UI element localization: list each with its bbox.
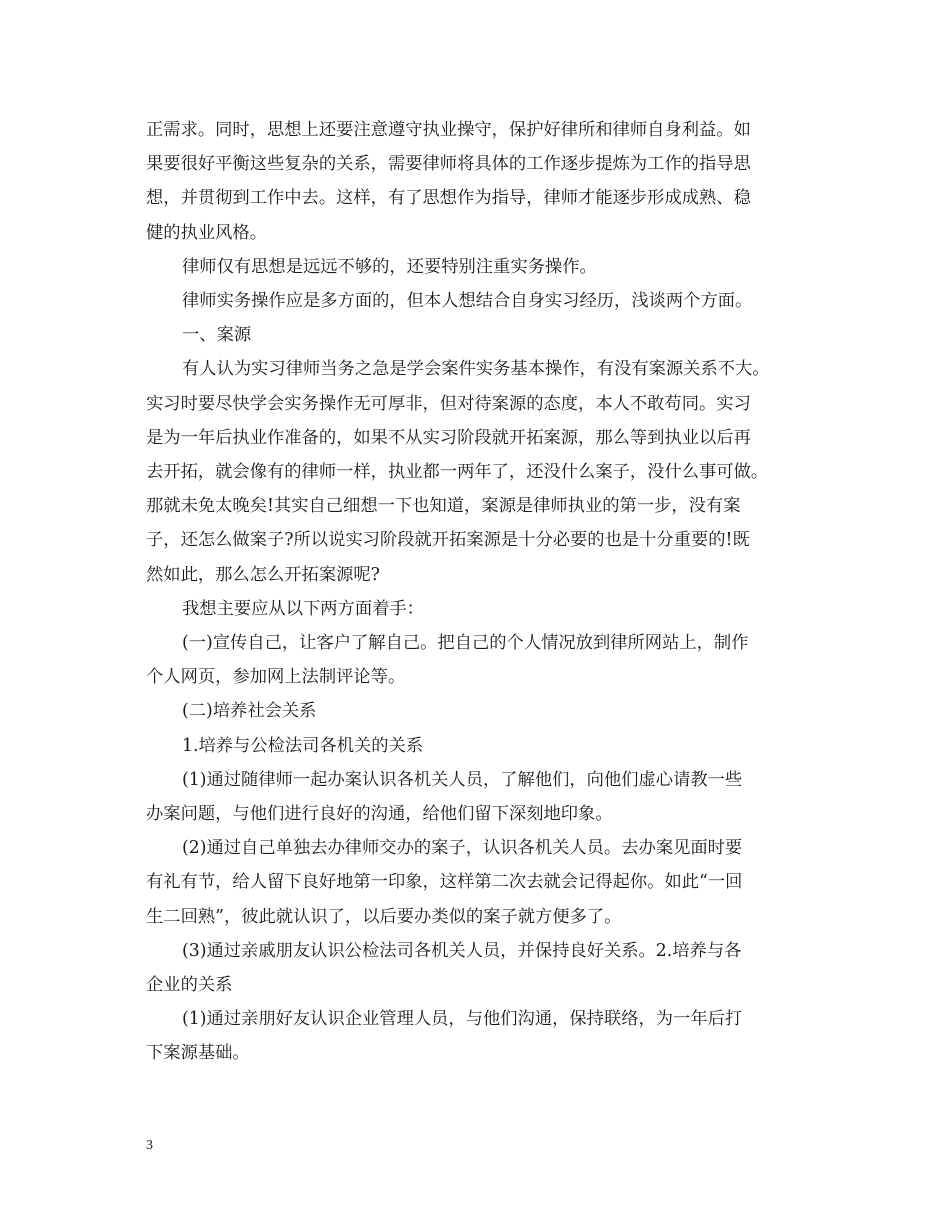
text-line: (3)通过亲戚朋友认识公检法司各机关人员，并保持良好关系。2.培养与各 <box>182 940 742 961</box>
text-line: 一、案源 <box>182 325 252 346</box>
text-line: 正需求。同时，思想上还要注意遵守执业操守，保护好律所和律师自身利益。如 <box>146 120 751 140</box>
paragraph <box>146 592 816 626</box>
text-line: (二)培养社会关系 <box>182 701 317 722</box>
paragraph <box>146 729 816 763</box>
text-line: 去开拓，就会像有的律师一样，执业都一两年了，还没什么案子，没什么事可做。 <box>146 462 769 483</box>
text-line: 实习时要尽快学会实务操作无可厚非，但对待案源的态度，本人不敢苟同。实习 <box>146 393 751 414</box>
text-line: 办案问题，与他们进行良好的沟通，给他们留下深刻地印象。 <box>146 804 613 825</box>
text-line: 想，并贯彻到工作中去。这样，有了思想作为指导，律师才能逐步形成成熟、稳 <box>146 188 751 209</box>
text-line: 律师实务操作应是多方面的，但本人想结合自身实习经历，浅谈两个方面。 <box>182 291 753 312</box>
page-number: 3 <box>146 1138 153 1153</box>
text-line: 1.培养与公检法司各机关的关系 <box>182 735 424 756</box>
text-line: 个人网页，参加网上法制评论等。 <box>146 667 406 688</box>
paragraph <box>146 934 816 1002</box>
text-line: (2)通过自己单独去办律师交办的案子，认识各机关人员。去办案见面时要 <box>182 838 743 859</box>
text-line: (1)通过亲朋好友认识企业管理人员，与他们沟通，保持联络，为一年后打 <box>182 1009 743 1030</box>
text-line: (一)宣传自己，让客户了解自己。把自己的个人情况放到律所网站上，制作 <box>182 633 749 654</box>
text-line: 健的执业风格。 <box>146 222 267 243</box>
document-body <box>146 113 816 1071</box>
text-line: 是为一年后执业作准备的，如果不从实习阶段就开拓案源，那么等到执业以后再 <box>146 427 751 448</box>
paragraph <box>146 113 816 250</box>
text-line: 子，还怎么做案子?所以说实习阶段就开拓案源是十分必要的也是十分重要的!既 <box>146 530 750 551</box>
paragraph <box>146 250 816 284</box>
text-line: 有礼有节，给人留下良好地第一印象，这样第二次去就会记得起你。如此“一回 <box>146 872 743 893</box>
text-line: 下案源基础。 <box>146 1043 250 1064</box>
paragraph <box>146 318 816 352</box>
paragraph <box>146 284 816 318</box>
text-line: 企业的关系 <box>146 975 233 996</box>
paragraph <box>146 763 816 831</box>
paragraph <box>146 626 816 694</box>
text-line: 律师仅有思想是远远不够的，还要特别注重实务操作。 <box>182 256 597 277</box>
paragraph <box>146 694 816 728</box>
text-line: 那就未免太晚矣!其实自己细想一下也知道，案源是律师执业的第一步，没有案 <box>146 496 741 517</box>
paragraph <box>146 1002 816 1070</box>
text-line: 然如此，那么怎么开拓案源呢? <box>146 564 380 585</box>
text-line: (1)通过随律师一起办案认识各机关人员，了解他们，向他们虚心请教一些 <box>182 769 743 790</box>
text-line: 生二回熟”，彼此就认识了，以后要办类似的案子就方便多了。 <box>146 906 622 927</box>
text-line: 有人认为实习律师当务之急是学会案件实务基本操作，有没有案源关系不大。 <box>182 359 770 380</box>
paragraph <box>146 831 816 934</box>
text-line: 我想主要应从以下两方面着手： <box>182 598 424 619</box>
text-line: 果要很好平衡这些复杂的关系，需要律师将具体的工作逐步提炼为工作的指导思 <box>146 154 751 175</box>
paragraph <box>146 352 816 591</box>
